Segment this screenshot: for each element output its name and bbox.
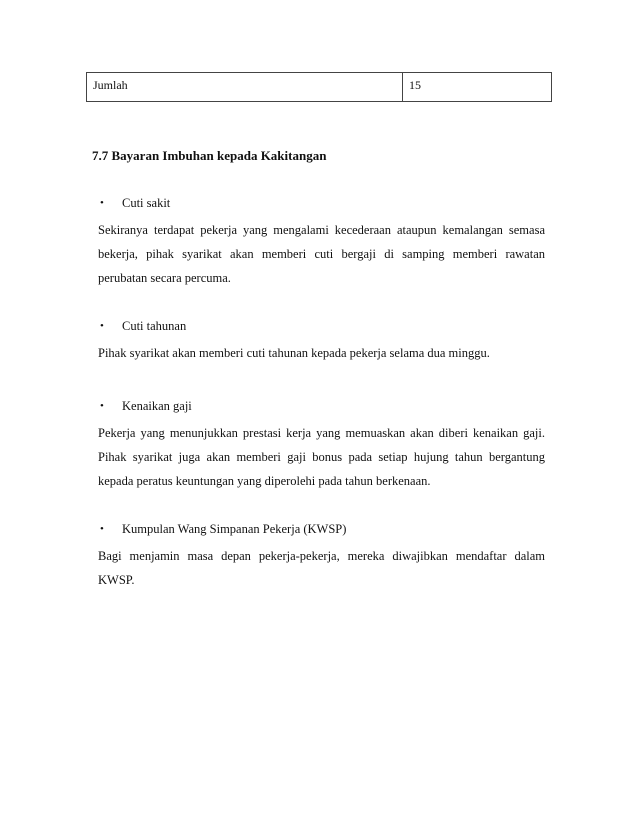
bullet-line bbox=[98, 194, 545, 212]
item-title: Cuti sakit bbox=[122, 196, 171, 210]
list-item-cuti-tahunan bbox=[98, 317, 545, 365]
paragraph-line: perubatan secara percuma. bbox=[98, 271, 231, 285]
item-paragraph bbox=[98, 218, 545, 290]
bullet-line bbox=[98, 317, 545, 335]
section-heading: 7.7 Bayaran Imbuhan kepada Kakitangan bbox=[92, 148, 327, 163]
bullet-icon: • bbox=[100, 320, 104, 332]
bullet-line bbox=[98, 397, 545, 415]
item-title: Kumpulan Wang Simpanan Pekerja (KWSP) bbox=[122, 522, 347, 536]
paragraph-line: bekerja, pihak syarikat akan memberi cuti bergaji di samping memberi rawatan bbox=[98, 247, 545, 261]
paragraph-line: Pihak syarikat akan memberi cuti tahunan kepada pekerja selama dua minggu. bbox=[98, 346, 490, 360]
summary-table bbox=[86, 72, 552, 102]
bullet-line bbox=[98, 520, 545, 538]
item-title: Cuti tahunan bbox=[122, 319, 187, 333]
paragraph-line: KWSP. bbox=[98, 573, 135, 587]
paragraph-line: Bagi menjamin masa depan pekerja-pekerja, mereka diwajibkan mendaftar dalam bbox=[98, 549, 545, 563]
list-item-kwsp bbox=[98, 520, 545, 592]
item-paragraph bbox=[98, 341, 545, 365]
bullet-icon: • bbox=[100, 523, 104, 535]
list-item-kenaikan-gaji bbox=[98, 397, 545, 493]
item-title: Kenaikan gaji bbox=[122, 399, 192, 413]
item-paragraph bbox=[98, 421, 545, 493]
paragraph-line: Sekiranya terdapat pekerja yang mengalami kecederaan ataupun kemalangan semasa bbox=[98, 223, 545, 237]
item-paragraph bbox=[98, 544, 545, 592]
table-row bbox=[87, 73, 552, 102]
list-item-cuti-sakit bbox=[98, 194, 545, 290]
paragraph-line: Pekerja yang menunjukkan prestasi kerja yang memuaskan akan diberi kenaikan gaji. bbox=[98, 426, 545, 440]
paragraph-line: kepada peratus keuntungan yang diperolehi pada tahun berkenaan. bbox=[98, 474, 431, 488]
bullet-icon: • bbox=[100, 400, 104, 412]
paragraph-line: Pihak syarikat juga akan memberi gaji bonus pada setiap hujung tahun bergantung bbox=[98, 450, 545, 464]
table-label-cell: Jumlah bbox=[87, 73, 403, 102]
bullet-icon: • bbox=[100, 197, 104, 209]
table-value-cell: 15 bbox=[403, 73, 552, 102]
